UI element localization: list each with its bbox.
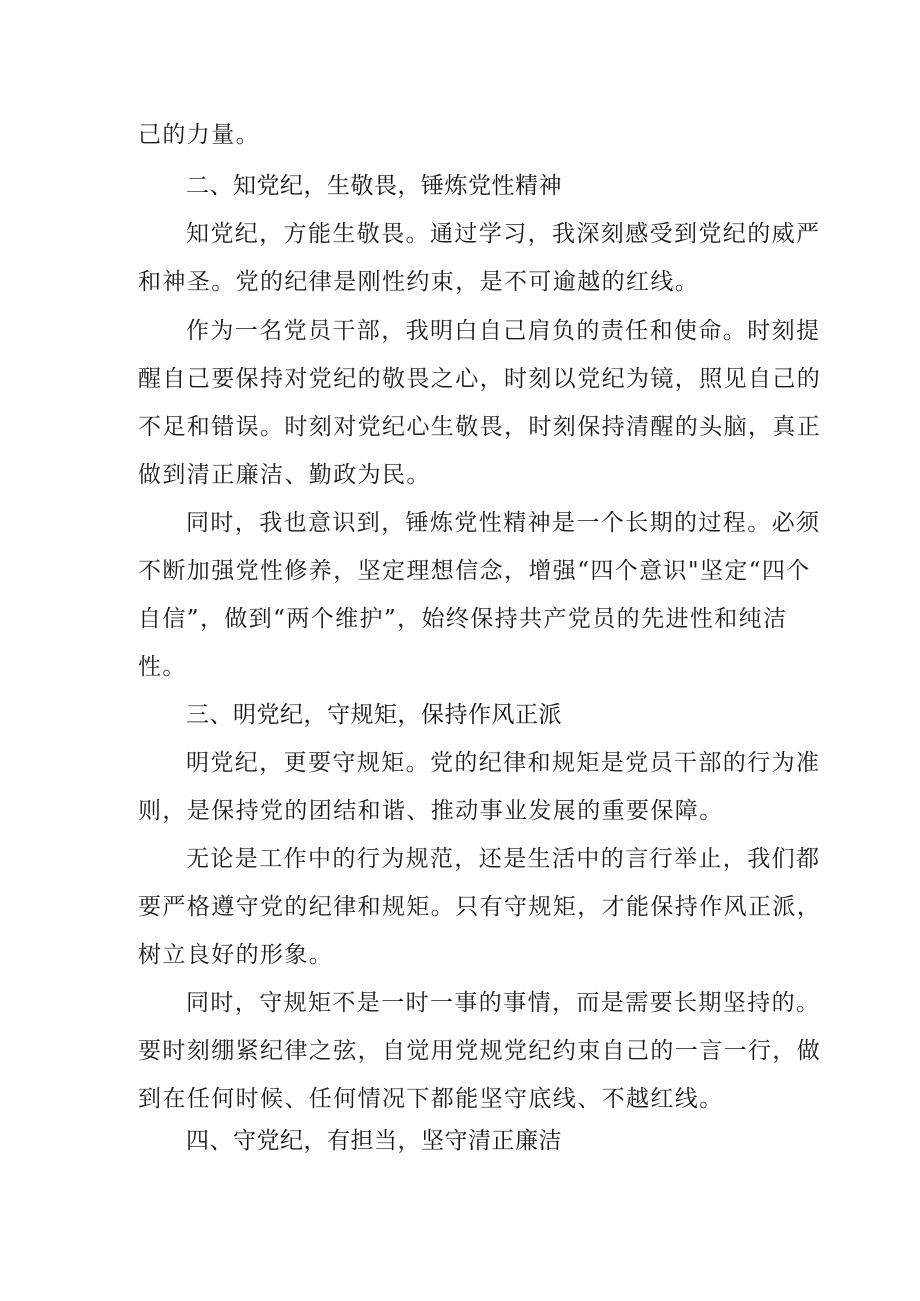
paragraph-line: 要严格遵守党的纪律和规矩。只有守规矩，才能保持作风正派， bbox=[138, 894, 822, 920]
paragraph-line: 己的力量。 bbox=[138, 122, 260, 148]
paragraph-line: 树立良好的形象。 bbox=[138, 942, 334, 968]
paragraph-line: 到在任何时候、任何情况下都能坚守底线、不越红线。 bbox=[138, 1086, 724, 1112]
section-heading-4: 四、守党纪，有担当，坚守清正廉洁 bbox=[186, 1128, 562, 1154]
paragraph-line: 醒自己要保持对党纪的敬畏之心，时刻以党纪为镜，照见自己的 bbox=[138, 366, 822, 392]
section-heading-2: 二、知党纪，生敬畏，锤炼党性精神 bbox=[186, 173, 562, 199]
section-heading-3: 三、明党纪，守规矩，保持作风正派 bbox=[186, 702, 562, 728]
paragraph-line: 无论是工作中的行为规范，还是生活中的言行举止，我们都 bbox=[186, 846, 821, 872]
paragraph-line: 做到清正廉洁、勤政为民。 bbox=[138, 462, 431, 488]
paragraph-line: 不足和错误。时刻对党纪心生敬畏，时刻保持清醒的头脑，真正 bbox=[138, 414, 822, 440]
paragraph-line: 同时，我也意识到，锤炼党性精神是一个长期的过程。必须 bbox=[186, 510, 821, 536]
paragraph-line: 作为一名党员干部，我明白自己肩负的责任和使命。时刻提 bbox=[186, 318, 821, 344]
paragraph-line: 自信”，做到“两个维护”，始终保持共产党员的先进性和纯洁 bbox=[138, 606, 788, 632]
paragraph-line: 性。 bbox=[138, 654, 187, 680]
paragraph-line: 知党纪，方能生敬畏。通过学习，我深刻感受到党纪的威严 bbox=[186, 221, 821, 247]
paragraph-line: 则，是保持党的团结和谐、推动事业发展的重要保障。 bbox=[138, 798, 724, 824]
paragraph-line: 不断加强党性修养，坚定理想信念，增强“四个意识"坚定“四个 bbox=[138, 558, 811, 584]
paragraph-line: 和神圣。党的纪律是刚性约束，是不可逾越的红线。 bbox=[138, 269, 700, 295]
paragraph-line: 同时，守规矩不是一时一事的事情，而是需要长期坚持的。 bbox=[186, 990, 821, 1016]
paragraph-line: 明党纪，更要守规矩。党的纪律和规矩是党员干部的行为准 bbox=[186, 750, 821, 776]
paragraph-line: 要时刻绷紧纪律之弦，自觉用党规党纪约束自己的一言一行，做 bbox=[138, 1038, 822, 1064]
